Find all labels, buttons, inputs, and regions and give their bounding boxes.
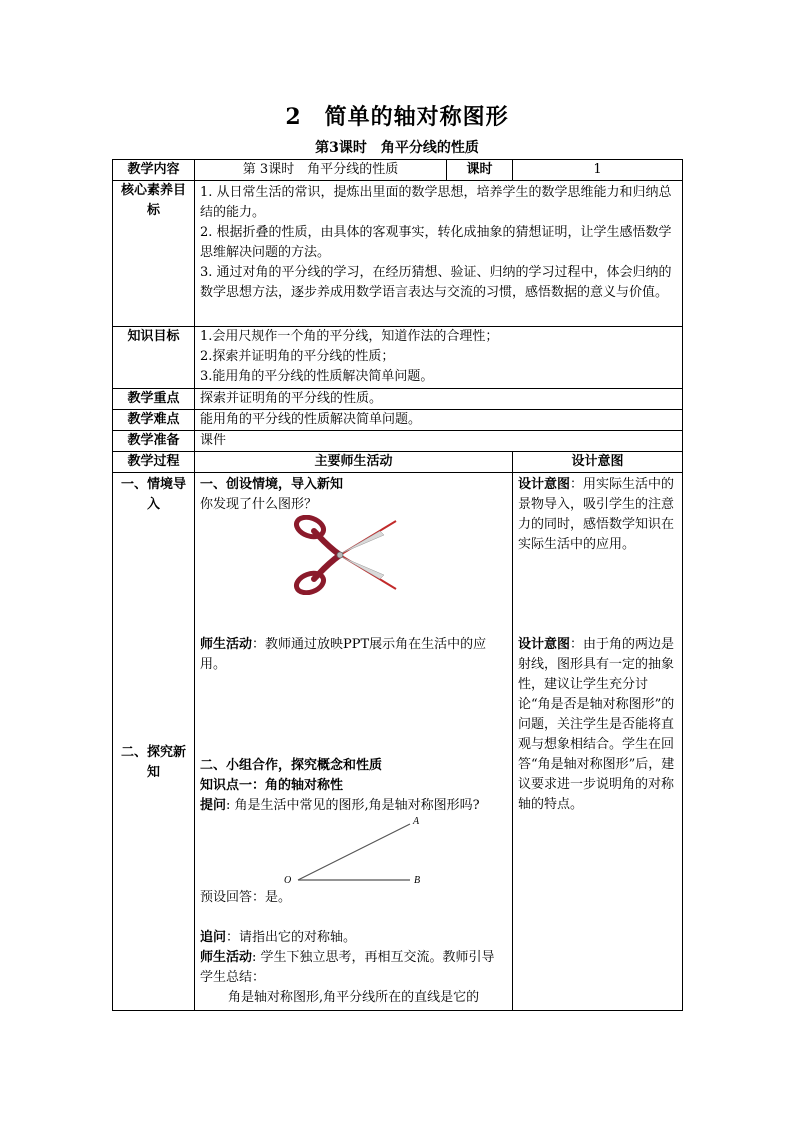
knowledge-goal-3: 3.能用角的平分线的性质解决简单问题。	[200, 369, 434, 384]
header-activities: 主要师生活动	[195, 452, 513, 473]
stage2-activity: 师生活动: 学生下独立思考，再相互交流。教师引导学生总结：	[200, 950, 495, 985]
key-point-content: 探索并证明角的平分线的性质。	[195, 389, 683, 410]
row-knowledge-goals	[113, 327, 683, 389]
stage1-activity: 师生活动：教师通过放映PPT展示角在生活中的应用。	[200, 637, 487, 672]
label-period: 课时	[447, 160, 513, 181]
stage2-answer: 预设回答：是。	[200, 890, 292, 905]
row-core-goals	[113, 181, 683, 327]
label-difficulty: 教学难点	[113, 410, 195, 431]
activities-content	[195, 473, 513, 1011]
stage-labels	[113, 473, 195, 1011]
lesson-plan-table	[112, 159, 683, 1011]
stage1-question: 你发现了什么图形？	[200, 497, 318, 512]
label-a: A	[413, 816, 420, 827]
page-title: 2 简单的轴对称图形	[285, 104, 509, 130]
scissors-icon	[294, 515, 396, 595]
intent-content	[513, 473, 683, 1011]
label-o: O	[284, 875, 292, 886]
row-content	[113, 160, 683, 181]
label-preparation: 教学准备	[113, 431, 195, 452]
content-value: 第 3课时 角平分线的性质	[195, 160, 447, 181]
core-goal-2: 2. 根据折叠的性质，由具体的客观事实，转化成抽象的猜想证明，让学生感悟数学思维解决问题的方法。	[200, 225, 672, 260]
core-goals-content	[195, 181, 683, 327]
stage1-heading: 一、创设情境，导入新知	[200, 477, 344, 492]
page-subtitle: 第3课时 角平分线的性质	[315, 140, 479, 156]
preparation-content: 课件	[195, 431, 683, 452]
ray-oa	[298, 824, 410, 880]
scissors-handle-bottom	[294, 570, 326, 595]
stage2-intent: 设计意图：由于角的两边是射线，图形具有一定的抽象性，建议让学生充分讨论“角是否是轴对称图形”的问题，关注学生是否能将直观与想象相结合。学生在回答“角是轴对称图形”后，建议要求进一步说明角的对称轴的特点。	[518, 637, 675, 812]
label-b: B	[414, 875, 421, 886]
label-knowledge-goals: 知识目标	[113, 327, 195, 389]
stage1-label: 一、情境导入	[120, 477, 186, 512]
row-process-body	[113, 473, 683, 1011]
point-title: 知识点一：角的轴对称性	[200, 778, 344, 793]
angle-figure	[200, 816, 500, 888]
scissors-handle-top	[294, 515, 326, 540]
stage2-question: 提问: 角是生活中常见的图形,角是轴对称图形吗?	[200, 798, 480, 813]
knowledge-goals-content	[195, 327, 683, 389]
core-goal-1: 1. 从日常生活的常识，提炼出里面的数学思想，培养学生的数学思维能力和归纳总结的能力。	[200, 185, 672, 220]
period-value: 1	[513, 160, 683, 181]
scissors-image	[200, 515, 500, 595]
header-process: 教学过程	[113, 452, 195, 473]
label-core-goals: 核心素养目标	[113, 181, 195, 327]
knowledge-goal-1: 1.会用尺规作一个角的平分线，知道作法的合理性；	[200, 329, 499, 344]
stage2-followup: 追问：请指出它的对称轴。	[200, 930, 357, 945]
row-key-point	[113, 389, 683, 410]
header-intent: 设计意图	[513, 452, 683, 473]
difficulty-content: 能用角的平分线的性质解决简单问题。	[195, 410, 683, 431]
stage1-intent: 设计意图：用实际生活中的景物导入，吸引学生的注意力的同时，感悟数学知识在实际生活中的应用。	[518, 477, 675, 552]
knowledge-goal-2: 2.探索并证明角的平分线的性质；	[200, 349, 395, 364]
core-goal-3: 3. 通过对角的平分线的学习，在经历猜想、验证、归纳的学习过程中，体会归纳的数学思想方法，逐步养成用数学语言表达与交流的习惯，感悟数据的意义与价值。	[200, 265, 672, 300]
row-process-header	[113, 452, 683, 473]
stage2-label: 二、探究新知	[120, 745, 186, 780]
row-preparation	[113, 431, 683, 452]
row-difficulty	[113, 410, 683, 431]
stage2-heading: 二、小组合作，探究概念和性质	[200, 758, 383, 773]
scissors-pivot	[337, 552, 343, 558]
label-key-point: 教学重点	[113, 389, 195, 410]
stage2-conclusion: 角是轴对称图形,角平分线所在的直线是它的	[228, 990, 480, 1005]
label-content: 教学内容	[113, 160, 195, 181]
